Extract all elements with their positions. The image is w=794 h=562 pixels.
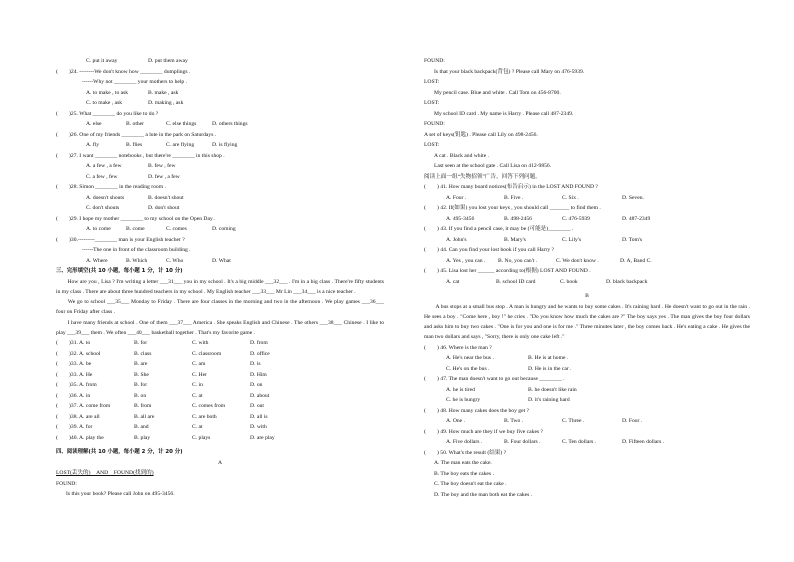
option-text: C. plays <box>192 434 211 441</box>
option-text: D. few , a few <box>148 173 180 180</box>
cloze-option-row <box>56 433 384 444</box>
option-text: C. don't shouts <box>86 205 120 211</box>
option-text: A. He's near the bus . <box>446 355 494 362</box>
option-text: A. Yes , you can . <box>446 257 486 264</box>
option-text: D. it's raining hard <box>528 397 570 404</box>
option-text: A. Four . <box>446 194 467 201</box>
option-text: C. Her <box>192 371 207 378</box>
option-text: C. a few , few <box>86 173 118 180</box>
question-stem: ( )25. What ________ do you like to do ? <box>56 110 159 117</box>
option-text: D. coming <box>212 226 236 232</box>
option-text: B. make , ask <box>148 89 179 96</box>
option-text: D. about <box>250 392 270 399</box>
option-text: D. Him <box>250 371 267 378</box>
option-text: ( )33. A. He <box>56 371 93 378</box>
option-text: D. making , ask <box>148 100 184 106</box>
option-text: B. No, you can't . <box>498 257 538 264</box>
notice-label: A set of keys(钥匙) . Please call Lily on 498-2456. <box>424 131 538 138</box>
question-stem: ( ) 48. How many cakes does the boy get ? <box>424 407 530 414</box>
option-text: C. are flying <box>166 142 195 148</box>
option-text: B. are <box>134 361 148 368</box>
answer-options <box>424 277 750 288</box>
option-text: C. am <box>192 361 206 368</box>
cloze-option-row <box>56 380 384 391</box>
section-heading: 四、阅读理解(共 10 小题，每小题 2 分，计 20 分) <box>56 449 183 456</box>
option-text: B. play <box>134 434 151 441</box>
answer-options <box>424 385 750 396</box>
option-text: D. on <box>250 382 263 389</box>
option-text: D. 487-2349 <box>622 215 651 222</box>
option-text: C. book <box>560 278 578 285</box>
option-text: A. a few , a few <box>86 163 122 169</box>
answer-options <box>424 193 750 204</box>
cloze-option-row <box>56 401 384 412</box>
dialogue-reply: ------The one in front of the classroom building . <box>82 247 191 253</box>
answer-options <box>56 256 384 267</box>
answer-options <box>424 416 750 427</box>
notice-text: My school ID card . My name is Harry . Please call 487-2349. <box>434 110 574 117</box>
option-text: C. comes from <box>192 403 226 410</box>
option-text: C. put it away <box>86 58 118 64</box>
option-text: ( )35. A. from <box>56 382 97 389</box>
option-text: D. A, Band C. <box>620 257 652 264</box>
notice-text: Is this your book? Please call John on 495-3456. <box>66 491 175 498</box>
option-text: ( )36. A. in <box>56 392 91 399</box>
option-text: D. put them away <box>148 58 188 64</box>
answer-options <box>424 395 750 406</box>
passage-title: LOST(丢失的) AND FOUND(找到的) <box>56 470 154 477</box>
option-text: B. Mary's <box>504 236 526 243</box>
answer-options <box>56 161 384 172</box>
option-text: C. classroom <box>192 350 222 357</box>
option-text: B. Four dollars . <box>504 439 541 446</box>
answer-options <box>56 88 384 99</box>
question-stem: ( )28. Simon ________ in the reading room . <box>56 184 166 190</box>
option-text: D. others things <box>212 121 248 127</box>
question-stem: ( )30.---------________ man is your English teacher ? <box>56 236 185 243</box>
notice-text: Last seen at the school gate . Call Lisa on 412-9856. <box>434 163 552 169</box>
option-text: ( )37. A. come from <box>56 403 111 410</box>
cloze-option-row <box>56 391 384 402</box>
notice-label: LOST: <box>424 79 440 85</box>
option-text: D. Tom's <box>622 236 643 243</box>
option-text: D. is <box>250 361 261 368</box>
option-text: D. with <box>250 424 267 431</box>
option-text: C. We don't know . <box>556 257 599 264</box>
notice-text: Is that your black backpack(背包) ? Please call Mary on 476-5939. <box>434 68 585 75</box>
notice-text: C. The boy doesn't eat the cake . <box>434 481 507 488</box>
option-text: C. in <box>192 382 203 389</box>
option-text: D. black backpack <box>606 278 648 285</box>
option-text: ( )31. A. to <box>56 340 91 347</box>
option-text: B. He is at home . <box>528 355 569 362</box>
question-stem: ( ) 50. What's the result (结果) ? <box>424 449 507 456</box>
option-text: C. Ten dollars . <box>562 439 597 446</box>
option-text: C. he is hungry <box>446 397 481 404</box>
option-text: ( )38. A. are all <box>56 413 100 420</box>
answer-options <box>56 224 384 235</box>
answer-options <box>424 353 750 364</box>
option-text: C. else things <box>166 121 197 127</box>
notice-label: FOUND: <box>424 58 445 64</box>
notice-label: 阅读上面一组“失物招领”广告，回答下列问题。 <box>424 173 541 180</box>
answer-options <box>424 364 750 375</box>
question-stem: ( )27. I want ________ notebooks , but there're ________ in this shop . <box>56 152 225 159</box>
option-text: A. to come <box>86 226 111 232</box>
notice-text: My pencil case. Blue and white . Call Tom on 456-8700. <box>434 89 561 96</box>
answer-options <box>424 437 750 448</box>
option-text: B. and <box>134 424 149 431</box>
right-column <box>424 56 750 500</box>
option-text: A. fly <box>86 142 100 148</box>
option-text: C. Who <box>166 257 184 264</box>
question-stem: ( ) 44. Can you find your lost book if you call Harry ? <box>424 247 555 253</box>
passage-paragraph: How are you , Lisa ? I'm writing a letter ___31___ you in my school . It's a big middle ___32___ . I'm in a big class . There're fifty students in my class . There are about three hundred teachers in my school . My English teacher ___33___ Mr Lin ___34___ is a nice teacher . <box>56 278 384 295</box>
option-text: C. comes <box>166 226 187 232</box>
option-text: D. Fifteen dollars . <box>622 439 665 446</box>
option-text: A. Five dollars . <box>446 439 483 446</box>
option-text: B. for <box>134 382 148 389</box>
left-column <box>56 56 384 500</box>
option-text: B. Two . <box>504 418 524 425</box>
option-text: D. Seven. <box>622 194 644 201</box>
option-text: B. other <box>126 121 145 127</box>
question-stem: ( )29. I hope my mother ________ to my school on the Open Day . <box>56 215 216 222</box>
answer-options <box>56 193 384 204</box>
question-stem: ( ) 45. Lisa lost her ______ according to(根据) LOST AND FOUND . <box>424 268 591 274</box>
option-text: ( )32. A. school <box>56 350 101 357</box>
notice-text: A cat . Black and white . <box>434 152 489 159</box>
answer-options <box>56 119 384 130</box>
cloze-option-row <box>56 422 384 433</box>
answer-options <box>56 203 384 214</box>
option-text: B. few , few <box>148 163 176 169</box>
question-stem: ( ) 42. If(如果) you lost your keys , you should call _______ to find them . <box>424 205 601 211</box>
option-text: A. cat <box>446 278 460 285</box>
answer-options <box>424 256 750 267</box>
notice-label: FOUND: <box>424 121 445 127</box>
question-stem: ( )26. One of my friends ________ a lute in the park on Saturdays . <box>56 131 217 138</box>
option-text: D. is flying <box>212 142 238 148</box>
option-text: B. for <box>134 340 148 347</box>
option-text: A. 495-3456 <box>446 215 475 222</box>
answer-options <box>424 214 750 225</box>
dialogue-reply: ------Why not ________ your mothers to help . <box>82 79 188 85</box>
answer-options <box>424 235 750 246</box>
notice-label: LOST: <box>424 100 440 106</box>
option-text: A. Where <box>86 257 108 264</box>
option-text: D. all is <box>250 413 268 420</box>
option-text: B. he doesn't like rain <box>528 386 577 393</box>
notice-text: D. The boy and the man both eat the cakes . <box>434 491 533 498</box>
passage-label: A <box>217 459 223 466</box>
answer-options <box>56 140 384 151</box>
option-text: B. Five . <box>504 194 524 201</box>
option-text: D. office <box>250 350 270 357</box>
cloze-option-row <box>56 412 384 423</box>
option-text: ( )40. A. play the <box>56 434 104 441</box>
option-text: D. don't shout <box>148 205 180 211</box>
option-text: B. from <box>134 403 152 410</box>
option-text: B. all are <box>134 413 155 420</box>
cloze-option-row <box>56 370 384 381</box>
option-text: C. He's on the bus . <box>446 365 490 372</box>
notice-text: A. The man eats the cake. <box>434 460 492 467</box>
option-text: A. John's <box>446 236 467 243</box>
option-text: B. doesn't shout <box>148 194 184 201</box>
question-stem: ( )24. --------We don't know how ________ dumplings . <box>56 68 191 75</box>
answer-options <box>56 56 384 67</box>
option-text: B. flies <box>126 142 143 148</box>
option-text: D. What <box>212 257 231 264</box>
option-text: B. She <box>134 371 149 378</box>
option-text: C. to make , ask <box>86 100 123 106</box>
option-text: A. else <box>86 121 102 127</box>
notice-label: LOST: <box>424 142 440 148</box>
question-stem: ( ) 43. If you find a pencil case, it may be (可能是)________ . <box>424 226 574 232</box>
option-text: D. are play <box>250 434 275 441</box>
option-text: A. One . <box>446 418 465 425</box>
option-text: C. Three . <box>562 418 585 425</box>
option-text: C. Lily's <box>562 236 582 243</box>
passage-paragraph: I have many friends at school . One of them ___37___ America . She speaks English and Chinese . The others ___38___ Chinese . I like to play ___39___ them . We often ___40___ basketball together . That's my favorite game . <box>56 319 384 336</box>
passage-label: B <box>585 293 589 299</box>
section-heading: 三、完形填空(共 10 小题，每小题 1 分，计 10 分) <box>56 268 183 274</box>
passage-paragraph: A bus stops at a small bus stop . A man is hungry and he wants to buy some cakes . It's raining hard . He doesn't want to go out in the rain . He sees a boy . "Come here , boy !" he cries . "Do you know how much the cakes are ?" The boy says yes . The man gives the boy four dollars and asks him to buy two cakes . "One is for you and one is for me ." Three minutes later , the boy comes back . He's eating a cake . He gives the man two dollars and says , "Sorry, there is only one cake left ." <box>424 303 750 341</box>
question-stem: ( ) 49. How much are they if we buy five cakes ? <box>424 428 543 435</box>
option-text: B. come <box>126 226 145 232</box>
option-text: B. Which <box>126 257 148 264</box>
option-text: C. Six . <box>562 194 579 201</box>
cloze-option-row <box>56 359 384 370</box>
option-text: B. 498-2456 <box>504 215 532 222</box>
question-stem: ( ) 47. The man doesn't want to go out because ________ . <box>424 376 565 383</box>
option-text: A. doesn't shouts <box>86 194 125 201</box>
answer-options <box>56 172 384 183</box>
option-text: C. with <box>192 340 209 347</box>
notice-label: FOUND: <box>56 480 77 487</box>
option-text: A. to make , to ask <box>86 89 129 96</box>
option-text: D. Four . <box>622 418 643 425</box>
option-text: ( )33. A. be <box>56 361 92 368</box>
question-stem: ( ) 41. How many board notices(布告启示) in the LOST AND FOUND ? <box>424 184 598 190</box>
answer-options <box>56 98 384 109</box>
option-text: B. school ID card <box>496 278 536 285</box>
cloze-option-row <box>56 338 384 349</box>
passage-paragraph: We go to school ___35___ Monday to Friday . There are four classes in the morning and two in the afternoon . We play games ___36___ four on Friday after class . <box>56 299 384 316</box>
option-text: A. he is tired <box>446 386 475 393</box>
option-text: D. from <box>250 340 268 347</box>
option-text: C. at <box>192 424 203 431</box>
option-text: ( )39. A. for <box>56 424 93 431</box>
option-text: B. class <box>134 350 152 357</box>
option-text: C. are both <box>192 413 217 420</box>
option-text: D. out <box>250 403 264 410</box>
notice-text: B. The boy eats the cakes . <box>434 470 494 477</box>
option-text: C. 476-5939 <box>562 215 590 222</box>
cloze-option-row <box>56 349 384 360</box>
option-text: C. at <box>192 392 203 399</box>
option-text: D. He is in the car . <box>528 365 572 372</box>
option-text: B. on <box>134 392 147 399</box>
question-stem: ( ) 46. Where is the man ? <box>424 344 492 351</box>
